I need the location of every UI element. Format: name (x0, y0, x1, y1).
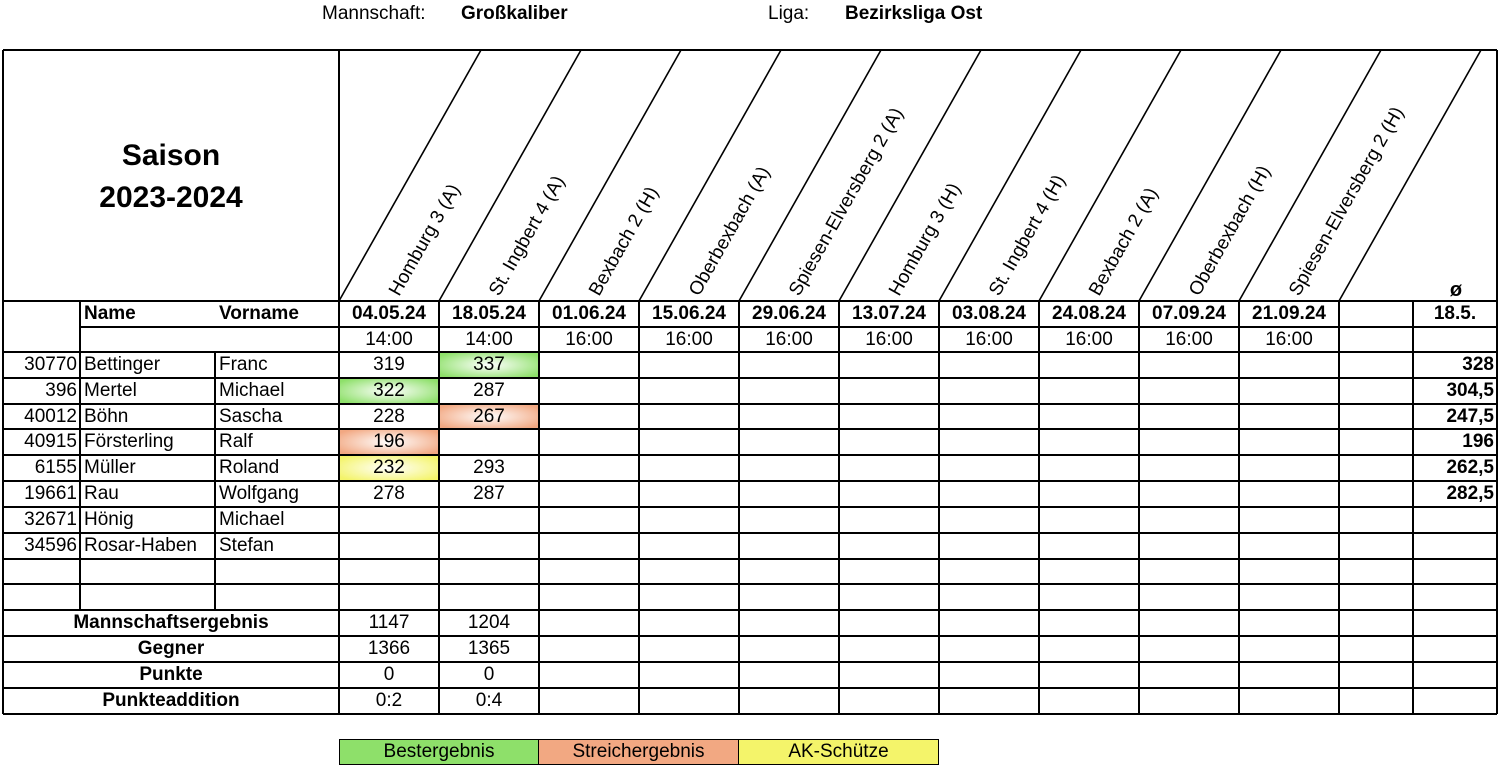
summary-value: 1365 (467, 638, 511, 659)
player-score: 337 (473, 354, 505, 375)
player-score: 232 (373, 457, 405, 478)
player-name: Böhn (84, 405, 129, 427)
header-diagonal-area (0, 0, 1501, 310)
match-date: 03.08.24 (952, 303, 1026, 324)
season-years: 2023-2024 (99, 181, 243, 214)
match-date: 15.06.24 (652, 303, 726, 324)
team-label: Mannschaft: (322, 3, 426, 24)
match-time: 16:00 (665, 328, 713, 350)
match-date: 21.09.24 (1252, 303, 1326, 324)
season-label: Saison (121, 139, 221, 172)
summary-value: 1366 (367, 638, 411, 659)
player-id: 6155 (34, 457, 77, 478)
grid-line (1038, 301, 1040, 714)
player-id: 34596 (24, 535, 77, 556)
grid-line (3, 480, 1497, 482)
player-name: Rosar-Haben (84, 535, 197, 556)
match-time: 16:00 (965, 328, 1013, 350)
legend-ak: AK-Schütze (739, 739, 939, 765)
player-score: 267 (473, 405, 505, 427)
player-name (80, 584, 215, 610)
grid-line (2, 50, 4, 714)
player-firstname: Sascha (219, 405, 283, 427)
match-time: 16:00 (865, 328, 913, 350)
opponent-label: Homburg 3 (A) (385, 180, 465, 300)
summary-label: Punkteaddition (102, 690, 240, 711)
grid-line (638, 301, 640, 714)
player-score (339, 559, 439, 584)
grid-line (3, 300, 1497, 302)
player-average (1413, 533, 1497, 559)
player-name (80, 559, 215, 584)
player-name: Müller (84, 457, 136, 478)
grid-line (838, 301, 840, 714)
player-score: 293 (473, 457, 505, 478)
player-firstname: Wolfgang (219, 483, 299, 504)
grid-line (738, 301, 740, 714)
player-id (3, 559, 80, 584)
legend-drop: Streichergebnis (539, 739, 739, 765)
player-score: 287 (473, 380, 505, 401)
player-firstname: Michael (219, 380, 285, 401)
grid-line (938, 301, 940, 714)
grid-line (438, 301, 440, 714)
match-date: 07.09.24 (1152, 303, 1226, 324)
grid-line (3, 713, 1497, 715)
opponent-label: Oberbexbach (A) (685, 163, 775, 300)
grid-line (3, 351, 1497, 353)
summary-value: 0 (383, 664, 395, 685)
grid-line (538, 301, 540, 714)
firstname-header: Vorname (219, 303, 299, 324)
player-average: 262,5 (1446, 457, 1494, 478)
player-firstname: Ralf (219, 431, 253, 452)
average-date: 18.5. (1433, 303, 1477, 324)
player-score (439, 429, 539, 455)
match-date: 18.05.24 (452, 303, 526, 324)
player-average: 328 (1462, 354, 1494, 375)
grid-line (338, 50, 340, 714)
player-id: 40915 (24, 431, 77, 452)
player-id: 19661 (24, 483, 77, 504)
team-value: Großkaliber (461, 3, 568, 24)
match-time: 14:00 (465, 328, 513, 350)
player-average: 304,5 (1446, 380, 1494, 401)
summary-label: Gegner (137, 638, 205, 659)
player-score (339, 507, 439, 533)
summary-value: 1147 (368, 612, 410, 633)
summary-value: 0:2 (375, 690, 403, 711)
grid-line (3, 403, 1497, 405)
player-name: Försterling (84, 431, 174, 452)
player-name: Bettinger (84, 354, 161, 375)
player-average (1413, 559, 1497, 584)
grid-line (1412, 301, 1414, 714)
player-average: 196 (1462, 431, 1494, 452)
opponent-label: Bexbach 2 (A) (1085, 184, 1163, 300)
player-average: 247,5 (1446, 405, 1494, 427)
grid-line (3, 583, 1497, 585)
opponent-label: Oberbexbach (H) (1185, 162, 1276, 300)
grid-line (3, 377, 1497, 379)
match-time: 14:00 (365, 328, 413, 350)
opponent-label: Spiesen-Elversberg 2 (A) (785, 104, 908, 300)
player-score: 322 (373, 380, 405, 401)
player-id: 40012 (24, 405, 77, 427)
grid-line (3, 532, 1497, 534)
grid-line (3, 609, 1497, 611)
opponent-label: St. Ingbert 4 (H) (985, 171, 1070, 300)
opponent-label: St. Ingbert 4 (A) (485, 172, 570, 300)
grid-line (3, 558, 1497, 560)
summary-label: Mannschaftsergebnis (73, 612, 269, 633)
player-firstname: Franc (219, 354, 268, 375)
match-time: 16:00 (1065, 328, 1113, 350)
player-average (1413, 507, 1497, 533)
grid-line (3, 428, 1497, 430)
player-id: 30770 (24, 354, 77, 375)
opponent-label: Bexbach 2 (H) (585, 183, 664, 300)
grid-line (79, 301, 81, 610)
grid-line (3, 635, 1497, 637)
grid-line (1238, 301, 1240, 714)
grid-line (3, 454, 1497, 456)
player-score (439, 533, 539, 559)
player-id: 396 (45, 380, 77, 401)
player-score: 196 (373, 431, 405, 452)
match-date: 01.06.24 (552, 303, 626, 324)
legend-best: Bestergebnis (339, 739, 539, 765)
player-firstname: Roland (219, 457, 280, 478)
player-score: 228 (373, 405, 405, 427)
grid-line (214, 352, 216, 610)
player-name: Hönig (84, 509, 134, 530)
average-symbol: ø (1449, 279, 1463, 301)
match-date: 13.07.24 (852, 303, 926, 324)
grid-line (1138, 301, 1140, 714)
league-label: Liga: (768, 3, 810, 24)
player-score: 319 (373, 354, 405, 375)
player-average (1413, 584, 1497, 610)
summary-value: 1204 (467, 612, 511, 633)
player-score (439, 559, 539, 584)
player-name: Rau (84, 483, 119, 504)
player-score (439, 507, 539, 533)
match-time: 16:00 (1165, 328, 1213, 350)
summary-value: 0:4 (475, 690, 503, 711)
match-time: 16:00 (765, 328, 813, 350)
match-time: 16:00 (565, 328, 613, 350)
match-date: 24.08.24 (1052, 303, 1126, 324)
match-date: 04.05.24 (352, 303, 426, 324)
opponent-label: Spiesen-Elversberg 2 (H) (1285, 103, 1409, 300)
player-id (3, 584, 80, 610)
grid-line (1496, 50, 1498, 714)
match-time: 16:00 (1265, 328, 1313, 350)
player-id: 32671 (24, 509, 77, 530)
player-score: 278 (373, 483, 405, 504)
player-score (439, 584, 539, 610)
summary-label: Punkte (139, 664, 203, 685)
grid-line (3, 49, 1497, 51)
name-header: Name (84, 303, 136, 324)
grid-line (3, 506, 1497, 508)
player-firstname (215, 584, 339, 610)
player-name: Mertel (84, 380, 137, 401)
player-firstname (215, 559, 339, 584)
player-average: 282,5 (1446, 483, 1494, 504)
player-score (339, 533, 439, 559)
player-firstname: Stefan (219, 535, 274, 556)
grid-line (1338, 301, 1340, 714)
grid-line (3, 661, 1497, 663)
grid-line (80, 326, 1497, 328)
match-date: 29.06.24 (752, 303, 826, 324)
player-score: 287 (473, 483, 505, 504)
league-value: Bezirksliga Ost (845, 3, 983, 24)
player-firstname: Michael (219, 509, 285, 530)
player-score (339, 584, 439, 610)
grid-line (3, 687, 1497, 689)
summary-value: 0 (483, 664, 495, 685)
opponent-label: Homburg 3 (H) (885, 179, 966, 300)
